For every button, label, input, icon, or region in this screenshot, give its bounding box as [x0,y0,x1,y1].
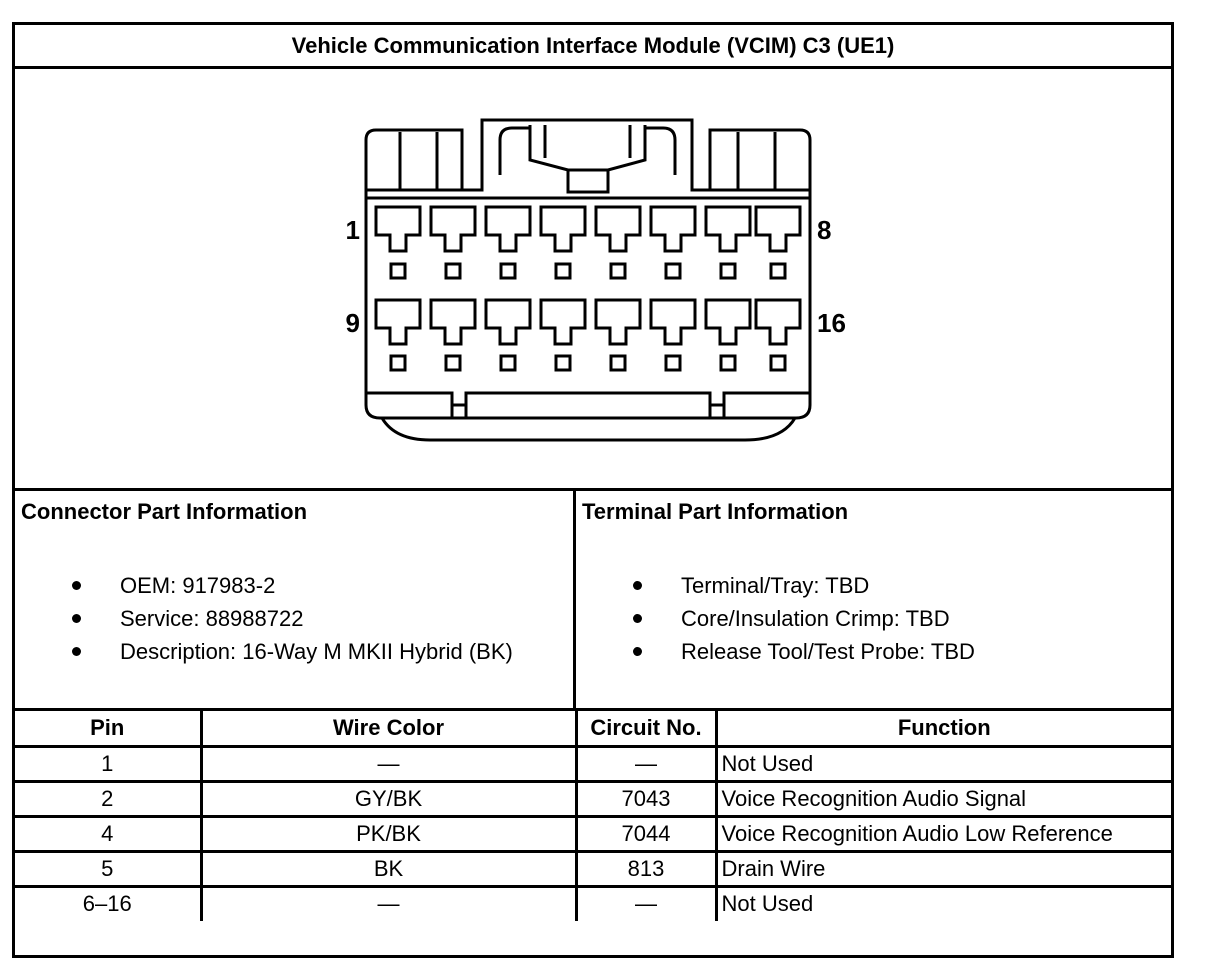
list-item [576,569,975,602]
column-header-circuit-no: Circuit No. [576,711,716,746]
terminal-part-info-list [576,569,975,668]
terminal-cavity-10 [431,300,475,344]
cell-function: Voice Recognition Audio Low Reference [716,816,1171,851]
cell-function: Not Used [716,746,1171,781]
list-item [15,569,513,602]
center-lock-arm-right [645,128,675,175]
cell-function: Not Used [716,886,1171,921]
cell-wire-color: PK/BK [201,816,576,851]
pin-table [15,711,1171,921]
cell-circuit-no: — [576,746,716,781]
table-row [15,816,1171,851]
cell-wire-color: — [201,886,576,921]
cell-circuit-no: 7044 [576,816,716,851]
terminal-window-1 [391,264,405,278]
column-header-function: Function [716,711,1171,746]
connector-latch-right [710,130,810,190]
terminal-cavity-15 [706,300,750,344]
connector-diagram [15,69,1171,491]
connector-part-info-heading: Connector Part Information [21,499,308,524]
terminal-cavity-5 [596,207,640,251]
list-item-text: Description: 16-Way M MKII Hybrid (BK) [120,639,513,664]
cell-wire-color: — [201,746,576,781]
center-lock-arm-left [500,128,530,175]
list-item [15,602,513,635]
table-row [15,886,1171,921]
cell-pin: 1 [15,746,201,781]
bullet-icon [633,614,642,623]
terminal-cavity-8 [756,207,800,251]
terminal-window-13 [611,356,625,370]
cell-pin: 2 [15,781,201,816]
terminal-cavity-1 [376,207,420,251]
connector-part-info-list [15,569,513,668]
terminal-window-8 [771,264,785,278]
pin-label-1: 1 [345,215,360,245]
cell-pin: 6–16 [15,886,201,921]
list-item [15,635,513,668]
terminal-window-2 [446,264,460,278]
cell-circuit-no: 813 [576,851,716,886]
terminal-cavity-3 [486,207,530,251]
center-lock-key [568,170,608,192]
cell-wire-color: BK [201,851,576,886]
bullet-icon [72,581,81,590]
terminal-cavity-13 [596,300,640,344]
cell-pin: 5 [15,851,201,886]
terminal-window-14 [666,356,680,370]
terminal-cavity-2 [431,207,475,251]
bullet-icon [72,614,81,623]
cell-pin: 4 [15,816,201,851]
bullet-icon [633,647,642,656]
list-item-text: Terminal/Tray: TBD [681,573,870,598]
terminal-window-3 [501,264,515,278]
terminal-cavity-6 [651,207,695,251]
terminal-cavity-9 [376,300,420,344]
table-row [15,851,1171,886]
pin-label-8: 8 [817,215,832,245]
column-header-wire-color: Wire Color [201,711,576,746]
list-item-text: Core/Insulation Crimp: TBD [681,606,950,631]
pin-label-9: 9 [345,308,360,338]
cell-circuit-no: 7043 [576,781,716,816]
connector-base-curve [382,418,795,440]
terminal-cavity-4 [541,207,585,251]
cell-wire-color: GY/BK [201,781,576,816]
pin-label-16: 16 [817,308,846,338]
cell-circuit-no: — [576,886,716,921]
terminal-window-9 [391,356,405,370]
connector-part-info [15,491,576,708]
connector-sheet [12,22,1174,958]
terminal-window-4 [556,264,570,278]
terminal-window-6 [666,264,680,278]
bullet-icon [633,581,642,590]
page-title: Vehicle Communication Interface Module (VCIM) C3 (UE1) [15,25,1171,69]
bullet-icon [72,647,81,656]
table-row [15,746,1171,781]
connector-face-illustration [15,69,1171,488]
connector-latch-left [366,130,462,190]
list-item-text: Release Tool/Test Probe: TBD [681,639,975,664]
terminal-cavity-11 [486,300,530,344]
terminal-cavity-14 [651,300,695,344]
table-header-row [15,711,1171,746]
table-row [15,781,1171,816]
terminal-window-16 [771,356,785,370]
terminal-cavity-12 [541,300,585,344]
column-header-pin: Pin [15,711,201,746]
terminal-window-11 [501,356,515,370]
list-item-text: Service: 88988722 [120,606,304,631]
cell-function: Drain Wire [716,851,1171,886]
terminal-window-5 [611,264,625,278]
terminal-window-10 [446,356,460,370]
cell-function: Voice Recognition Audio Signal [716,781,1171,816]
center-lock-tab [530,125,645,170]
terminal-window-7 [721,264,735,278]
list-item-text: OEM: 917983-2 [120,573,276,598]
terminal-part-info-heading: Terminal Part Information [582,499,849,524]
terminal-cavity-16 [756,300,800,344]
connector-body-outline [366,190,810,418]
terminal-window-15 [721,356,735,370]
terminal-cavity-7 [706,207,750,251]
terminal-part-info [576,491,1171,708]
terminal-window-12 [556,356,570,370]
part-information-section [15,491,1171,711]
list-item [576,602,975,635]
list-item [576,635,975,668]
connector-bottom-ledge [366,393,810,405]
